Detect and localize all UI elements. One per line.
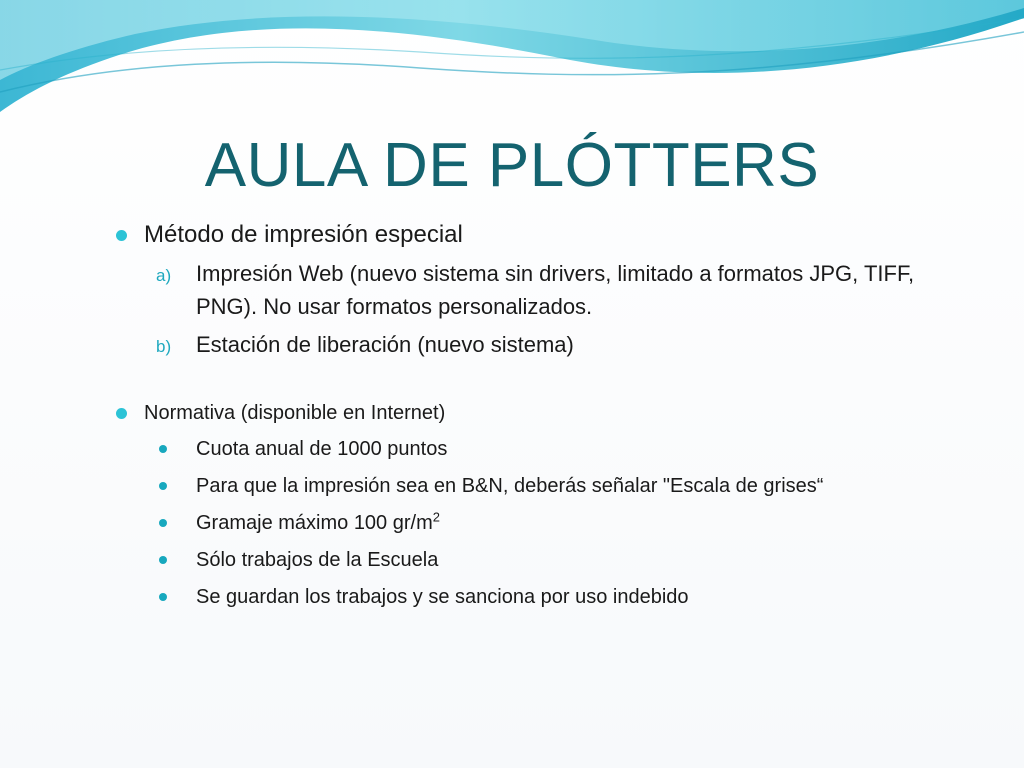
bullet-dot-icon bbox=[116, 230, 127, 241]
list-item-text: Estación de liberación (nuevo sistema) bbox=[196, 332, 574, 357]
list-marker: a) bbox=[156, 266, 172, 285]
bullet-dot-icon bbox=[159, 519, 167, 527]
spacer bbox=[114, 366, 974, 399]
section-normativa bbox=[114, 399, 974, 427]
section-metodo-label: Método de impresión especial bbox=[144, 221, 463, 248]
slide-title: AULA DE PLÓTTERS bbox=[204, 131, 820, 200]
list-item-text: Sólo trabajos de la Escuela bbox=[196, 549, 439, 571]
list-item bbox=[114, 509, 974, 537]
bullet-dot-icon bbox=[159, 445, 167, 453]
bullet-dot-icon bbox=[116, 408, 127, 419]
superscript: 2 bbox=[432, 509, 440, 525]
bullet-dot-icon bbox=[159, 593, 167, 601]
list-item-text: Cuota anual de 1000 puntos bbox=[196, 438, 448, 460]
list-item bbox=[114, 257, 974, 323]
list-item bbox=[114, 328, 974, 361]
list-item-text: Impresión Web (nuevo sistema sin drivers, limitado a formatos JPG, TIFF, PNG). No usar formatos personalizados. bbox=[196, 261, 915, 319]
bullet-dot-icon bbox=[159, 482, 167, 490]
list-item-text: Se guardan los trabajos y se sanciona por uso indebido bbox=[196, 586, 689, 608]
list-item bbox=[114, 435, 974, 463]
list-item bbox=[114, 583, 974, 611]
list-item-text: Para que la impresión sea en B&N, deberás señalar "Escala de grises“ bbox=[196, 475, 824, 497]
bullet-dot-icon bbox=[159, 556, 167, 564]
list-item bbox=[114, 472, 974, 500]
section-metodo bbox=[114, 218, 974, 252]
decorative-wave-header bbox=[0, 0, 1024, 140]
list-item-text: Gramaje máximo 100 gr/m bbox=[196, 512, 433, 534]
list-marker: b) bbox=[156, 337, 172, 356]
slide-content bbox=[114, 218, 974, 620]
list-item bbox=[114, 546, 974, 574]
section-normativa-label: Normativa (disponible en Internet) bbox=[144, 402, 446, 424]
